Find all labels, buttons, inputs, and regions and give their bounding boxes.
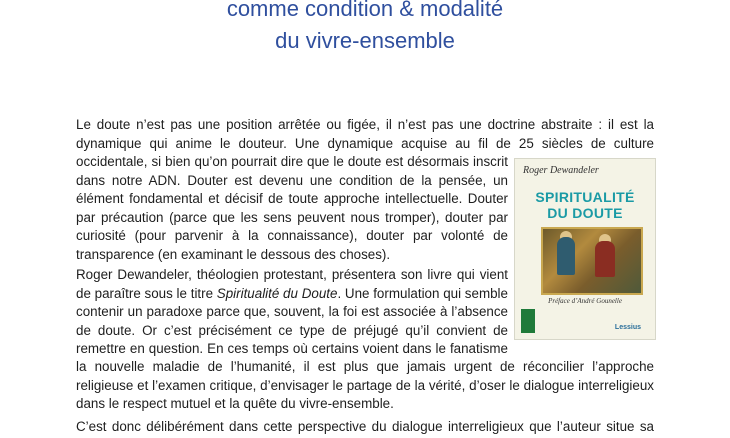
book-cover-title [515,189,655,221]
p2-line: remettre en question. En ces temps où certains voient dans le fanatisme [76,341,508,356]
paragraph-3 [76,418,654,437]
cover-illustration [541,227,643,295]
p2-line: de doute. Or c’est précisément ce type de préjugé qu’il convient de [76,322,508,338]
p2-line [76,285,508,304]
paragraph-2-wrap [76,358,654,414]
figure-body [557,237,575,275]
book-series-band [521,309,535,333]
p3-line: C’est donc délibérément dans cette perspective du dialogue interreligieux que l’auteur situe sa [76,419,654,434]
book-author: Roger Dewandeler [523,165,599,176]
book-publisher: Lessius [614,324,641,331]
p2-text: . Une formulation qui semble [337,285,508,301]
book-title-italic: Spiritualité du Doute [216,285,338,301]
page-title-line-2: du vivre-ensemble [275,28,455,53]
p2-line: la nouvelle maladie de l’humanité, il est plus que jamais urgent de réconcilier l’approche [76,359,654,374]
paragraph-1-wrap [76,153,508,264]
page-title-line-1: comme condition & modalité [226,0,504,21]
book-preface: Préface d’André Gounelle [548,297,622,305]
p1-line: dans notre ADN. Douter est devenu une condition de la pensée, un [76,172,508,188]
paragraph-1 [76,116,654,153]
figure-body [595,241,615,277]
p2-text: de paraître sous le titre [76,285,217,301]
p2-line: religieuse et l’examen critique, d’envisager le partage de la vérité, d’oser le dialogue interreligieux [76,377,654,393]
p1-line: Le doute n’est pas une position arrêtée ou figée, il n’est pas une doctrine abstraite : il est la [76,117,654,132]
p1-line: transparence (en examinant le dessous des choses). [76,246,391,262]
p2-line: dans le respect mutuel et la quête du vivre-ensemble. [76,396,394,411]
p1-line: élément fondamental et décisif de toute approche intellectuelle. Douter [76,191,508,206]
p2-line: Roger Dewandeler, théologien protestant, présentera son livre qui vient [76,267,508,282]
book-cover-image [515,159,655,339]
paragraph-2 [76,266,508,359]
p2-line: contenir un paradoxe parce que, souvent, la foi est associée à l’absence [76,304,508,319]
p1-line: occidentale, si bien qu’on pourrait dire que le doute est désormais inscrit [76,154,508,169]
book-title-line-2: DU DOUTE [547,205,623,221]
book-title-line-1: SPIRITUALITÉ [535,189,635,205]
p1-line: dynamique qui anime le douteur. Une dynamique acquise au fil de 25 siècles de culture [76,135,654,151]
p1-line: par précaution (parce que les sens peuvent nous tromper), douter par [76,209,508,225]
p1-line: curiosité (pour parvenir à la connaissance), douter par volonté de [76,228,508,243]
